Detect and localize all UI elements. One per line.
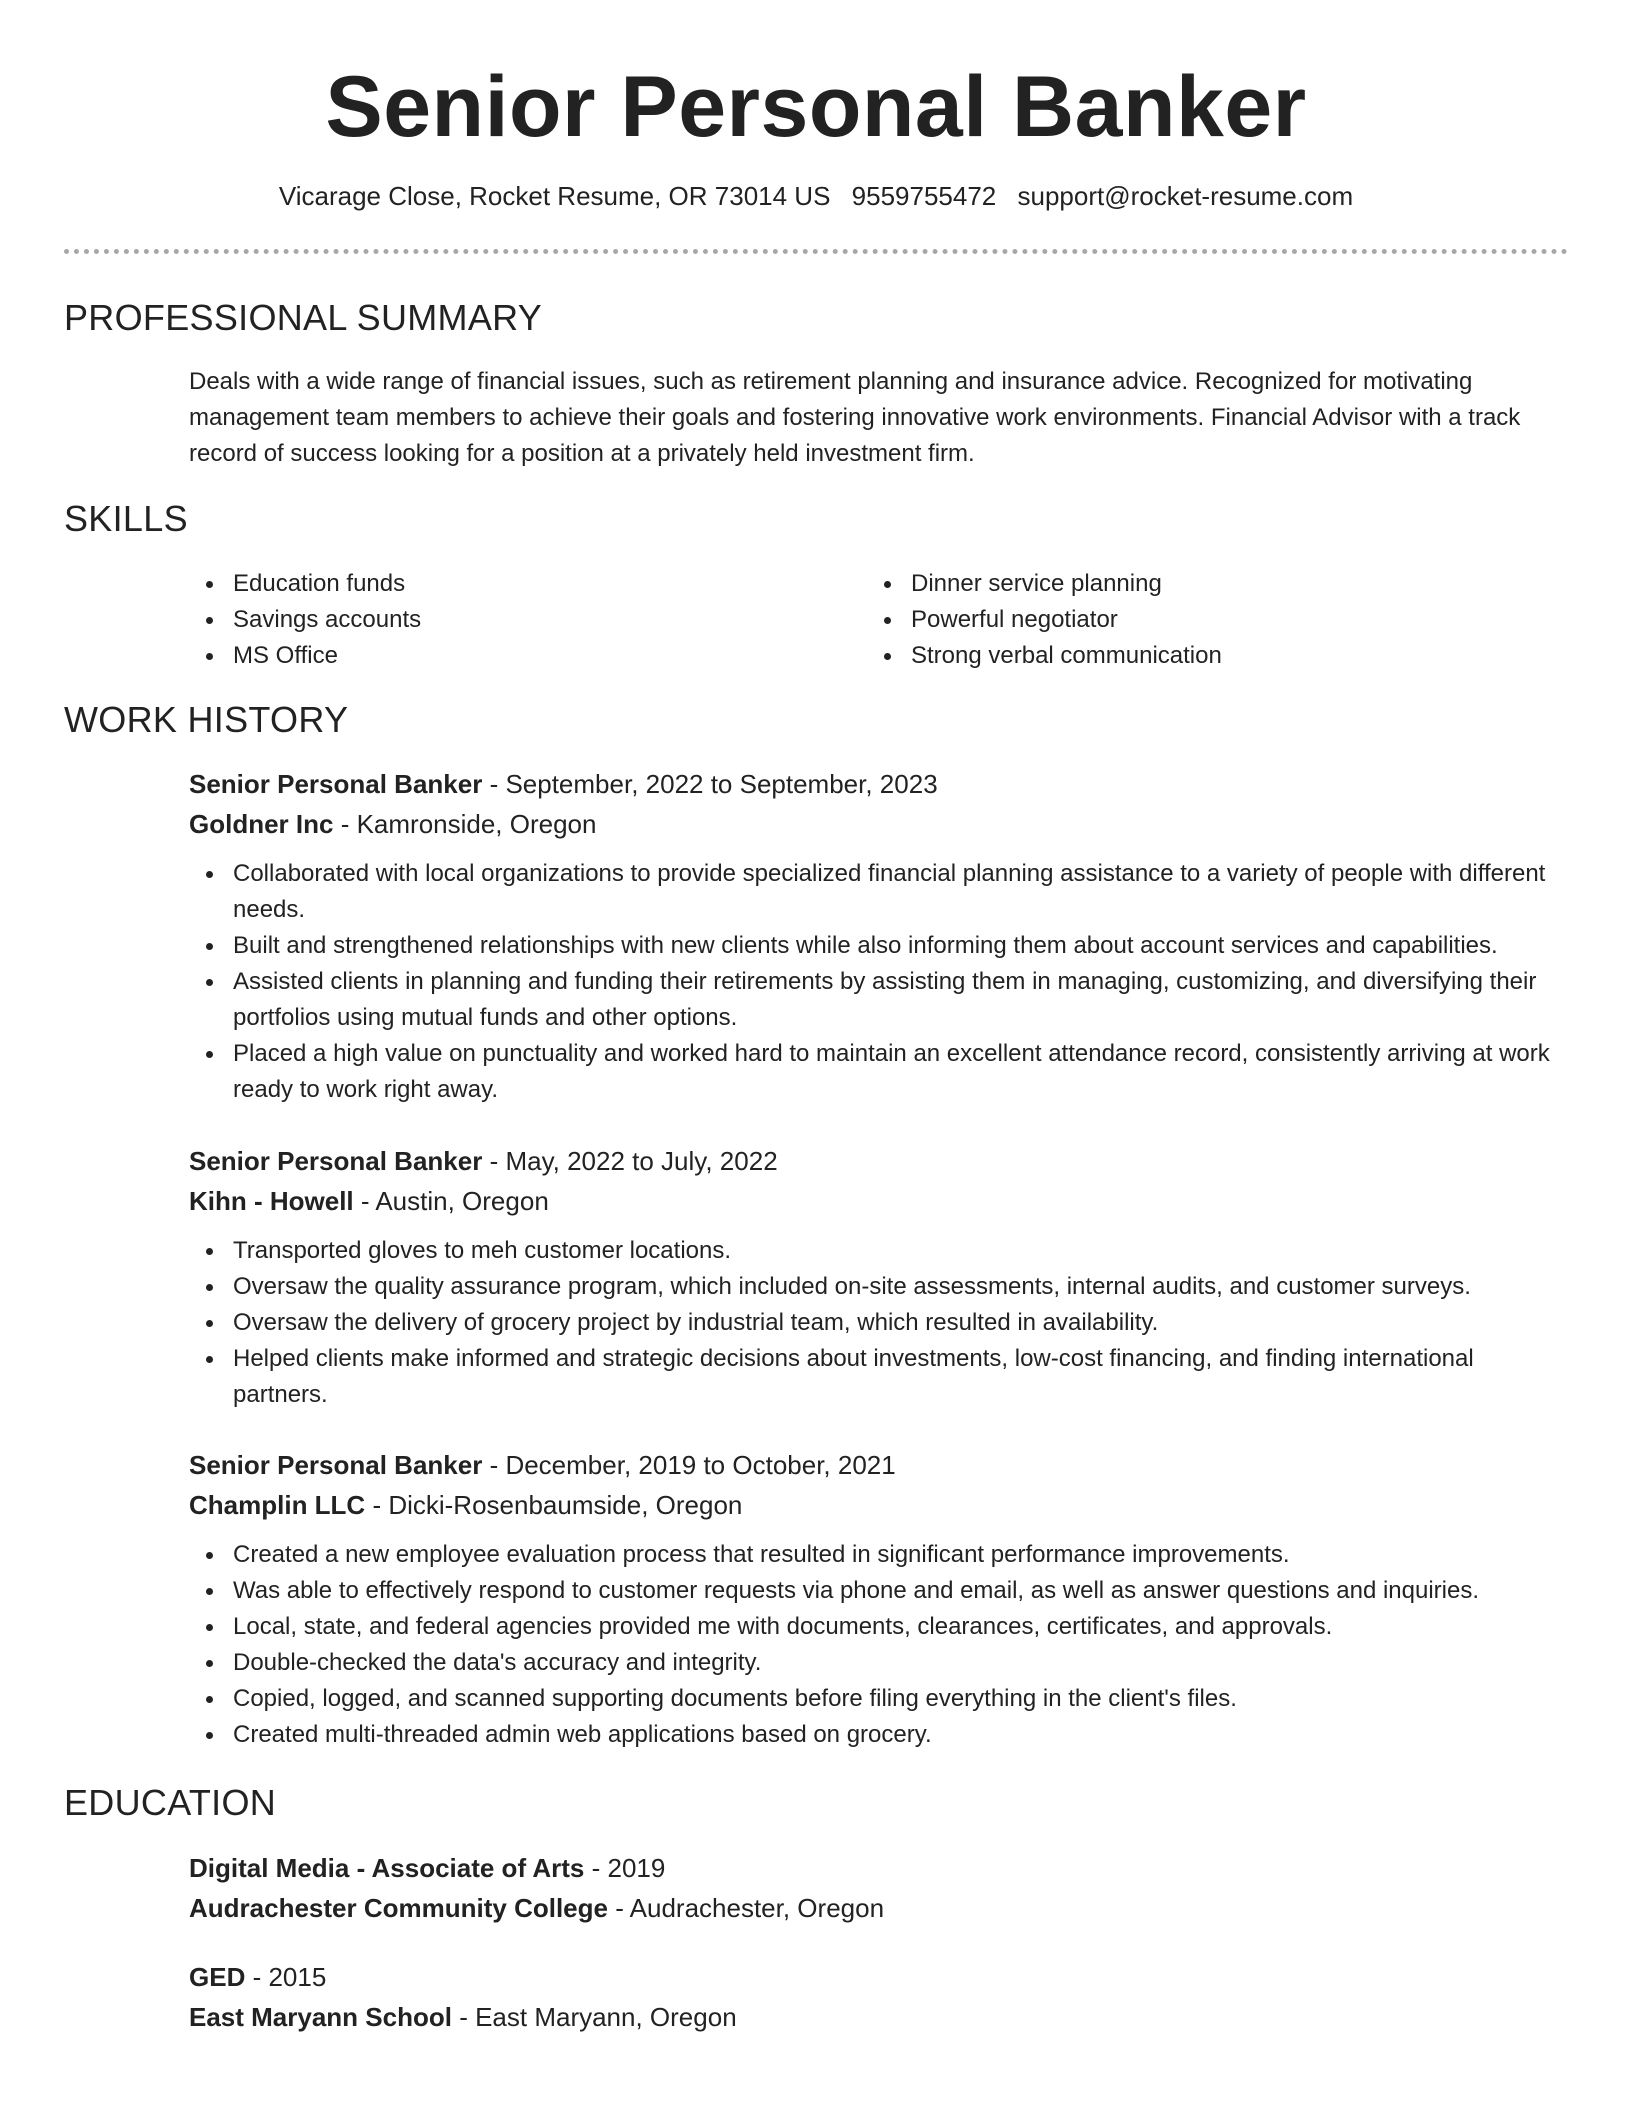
education-heading: EDUCATION [64,1782,277,1823]
school: Audrachester Community College [189,1893,608,1923]
job-role: Senior Personal Banker [189,1146,483,1176]
degree-line [189,1957,1569,1997]
skill-item: Education funds [189,566,809,602]
job-dates: - December, 2019 to October, 2021 [482,1450,896,1480]
job-bullet: Oversaw the quality assurance program, which included on-site assessments, internal audits, and customer surveys. [189,1269,1569,1305]
job-company-line [189,804,1569,844]
skill-item: Powerful negotiator [867,602,1487,638]
job-dates: - September, 2022 to September, 2023 [482,769,938,799]
job-company-line [189,1485,1569,1525]
job-bullet: Helped clients make informed and strategic decisions about investments, low-cost financing, and finding international partners. [189,1341,1569,1413]
job-company-line [189,1181,1569,1221]
job-location: - Dicki-Rosenbaumside, Oregon [365,1490,743,1520]
work-history-heading: WORK HISTORY [64,699,349,740]
job-location: - Austin, Oregon [353,1186,549,1216]
job-bullet: Assisted clients in planning and funding their retirements by assisting them in managing, customizing, and diversifying their portfolios using mutual funds and other options. [189,964,1569,1036]
email: support@rocket-resume.com [1017,181,1354,211]
job-bullets [189,1233,1569,1413]
school-location: - Audrachester, Oregon [607,1893,885,1923]
job-company: Kihn - Howell [189,1186,354,1216]
degree-year: - 2015 [245,1962,327,1992]
school: East Maryann School [189,2002,452,2032]
skills-column-left [189,566,809,674]
job-entry [189,764,1569,1108]
phone: 9559755472 [851,181,997,211]
job-role: Senior Personal Banker [189,1450,483,1480]
job-entry [189,1445,1569,1753]
job-entry [189,1141,1569,1413]
job-bullet: Copied, logged, and scanned supporting documents before filing everything in the client's files. [189,1681,1569,1717]
job-bullet: Local, state, and federal agencies provided me with documents, clearances, certificates, and approvals. [189,1609,1569,1645]
job-bullet: Created a new employee evaluation process that resulted in significant performance improvements. [189,1537,1569,1573]
job-company: Goldner Inc [189,809,334,839]
job-role: Senior Personal Banker [189,769,483,799]
school-location: - East Maryann, Oregon [451,2002,737,2032]
summary-text: Deals with a wide range of financial issues, such as retirement planning and insurance advice. Recognized for motivating management team members to achieve their goals and fostering innovative work environments. Financial Advisor with a track record of success looking for a position at a privately held investment firm. [189,368,1521,467]
job-bullet: Was able to effectively respond to customer requests via phone and email, as well as answer questions and inquiries. [189,1573,1569,1609]
school-line [189,1888,1569,1928]
address: Vicarage Close, Rocket Resume, OR 73014 US [278,181,831,211]
skill-item: Strong verbal communication [867,638,1487,674]
job-bullets [189,856,1569,1108]
header-divider [64,249,1568,254]
education-entry [189,1957,1569,2037]
job-dates: - May, 2022 to July, 2022 [482,1146,778,1176]
school-line [189,1997,1569,2037]
job-bullet: Oversaw the delivery of grocery project by industrial team, which resulted in availability. [189,1305,1569,1341]
degree-year: - 2019 [584,1853,666,1883]
job-location: - Kamronside, Oregon [333,809,597,839]
skill-item: Savings accounts [189,602,809,638]
job-bullet: Transported gloves to meh customer locations. [189,1233,1569,1269]
skills-column-right [867,566,1487,674]
degree: Digital Media - Associate of Arts [189,1853,585,1883]
candidate-name: Senior Personal Banker [325,59,1307,155]
degree: GED [189,1962,246,1992]
job-title-line [189,764,1569,804]
skill-item: MS Office [189,638,809,674]
skill-item: Dinner service planning [867,566,1487,602]
degree-line [189,1848,1569,1888]
education-entry [189,1848,1569,1928]
job-bullet: Created multi-threaded admin web applications based on grocery. [189,1717,1569,1753]
contact-line [0,178,1632,214]
summary-heading: PROFESSIONAL SUMMARY [64,297,543,338]
job-title-line [189,1141,1569,1181]
job-bullet: Placed a high value on punctuality and worked hard to maintain an excellent attendance record, consistently arriving at work ready to work right away. [189,1036,1569,1108]
job-title-line [189,1445,1569,1485]
job-bullet: Collaborated with local organizations to provide specialized financial planning assistance to a variety of people with different needs. [189,856,1569,928]
job-bullet: Built and strengthened relationships with new clients while also informing them about account services and capabilities. [189,928,1569,964]
skills-heading: SKILLS [64,498,188,539]
job-bullets [189,1537,1569,1753]
job-company: Champlin LLC [189,1490,366,1520]
job-bullet: Double-checked the data's accuracy and integrity. [189,1645,1569,1681]
